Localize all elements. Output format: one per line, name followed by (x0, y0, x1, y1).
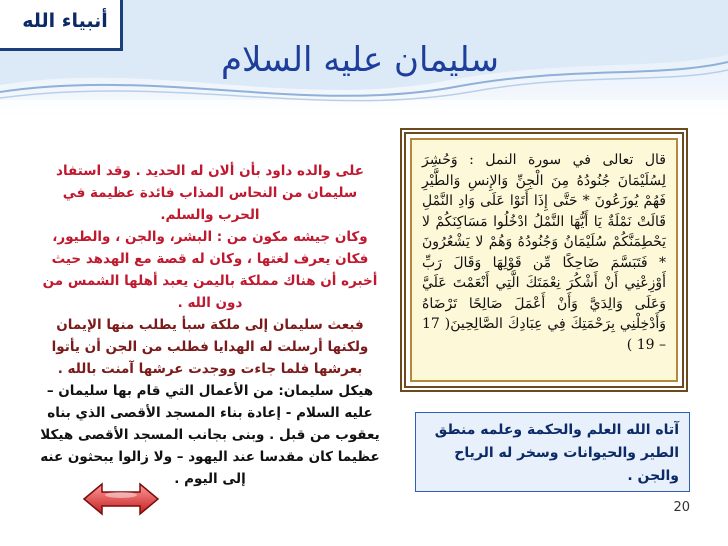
corner-title: أنبياء الله (22, 10, 108, 32)
body-text (40, 160, 380, 490)
slide-title: سليمان عليه السلام (220, 40, 500, 80)
body-paragraph-2: وكان جيشه مكون من : البشر، والجن ، والطيور، فكان يعرف لغتها ، وكان له قصة مع الهدهد حيث أخبره أن هناك مملكة باليمن يعبد أهلها الشمس من دون الله . (42, 229, 378, 311)
body-paragraph-4: هيكل سليمان: من الأعمال التي قام بها سليمان – عليه السلام - إعادة بناء المسجد الأقصى الذي بناه يعقوب من قبل . وبنى بجانب المسجد الأقصى هيكلا عظيما كان مقدسا عند اليهود – ولا زالوا يبحثون عنه إلى اليوم . (40, 383, 380, 487)
body-paragraph-1: على والده داود بأن ألان له الحديد . وقد استفاد سليمان من النحاس المذاب فائدة عظيمة في الحرب والسلم. (56, 163, 364, 223)
page-number: 20 (673, 500, 690, 515)
corner-label-box (0, 0, 123, 51)
caption-box: آتاه الله العلم والحكمة وعلمه منطق الطير والحيوانات وسخر له الرياح والجن . (415, 412, 690, 492)
body-paragraph-3: فبعث سليمان إلى ملكة سبأ يطلب منها الإيمان ولكنها أرسلت له الهدايا فطلب من الجن أن يأتوا بعرشها فلما جاءت ووجدت عرشها آمنت بالله . (51, 317, 369, 377)
quran-verse-text: قال تعالى في سورة النمل : وَحُشِرَ لِسُلَيْمَانَ جُنُودُهُ مِنَ الْجِنِّ وَالإِنسِ وَالطَّيْرِ فَهُمْ يُوزَعُونَ * حَتَّى إِذَا أَتَوْا عَلَى وَادِ النَّمْلِ قَالَتْ نَمْلَةٌ يَا أَيُّهَا النَّمْلُ ادْخُلُوا مَسَاكِنَكُمْ لا يَحْطِمَنَّكُمْ سُلَيْمَانُ وَجُنُودُهُ وَهُمْ لا يَشْعُرُونَ * فَتَبَسَّمَ ضَاحِكًا مِّن قَوْلِهَا وَقَالَ رَبِّ أَوْزِعْنِي أَنْ أَشْكُرَ نِعْمَتَكَ الَّتِي أَنْعَمْتَ عَلَيَّ وَعَلَى وَالِدَيَّ وَأَنْ أَعْمَلَ صَالِحًا تَرْضَاهُ وَأَدْخِلْنِي بِرَحْمَتِكَ فِي عِبَادِكَ الصَّالِحِينَ( 17 – 19 ) (410, 138, 678, 382)
back-arrow-icon[interactable] (80, 480, 162, 518)
quran-frame (400, 128, 688, 392)
